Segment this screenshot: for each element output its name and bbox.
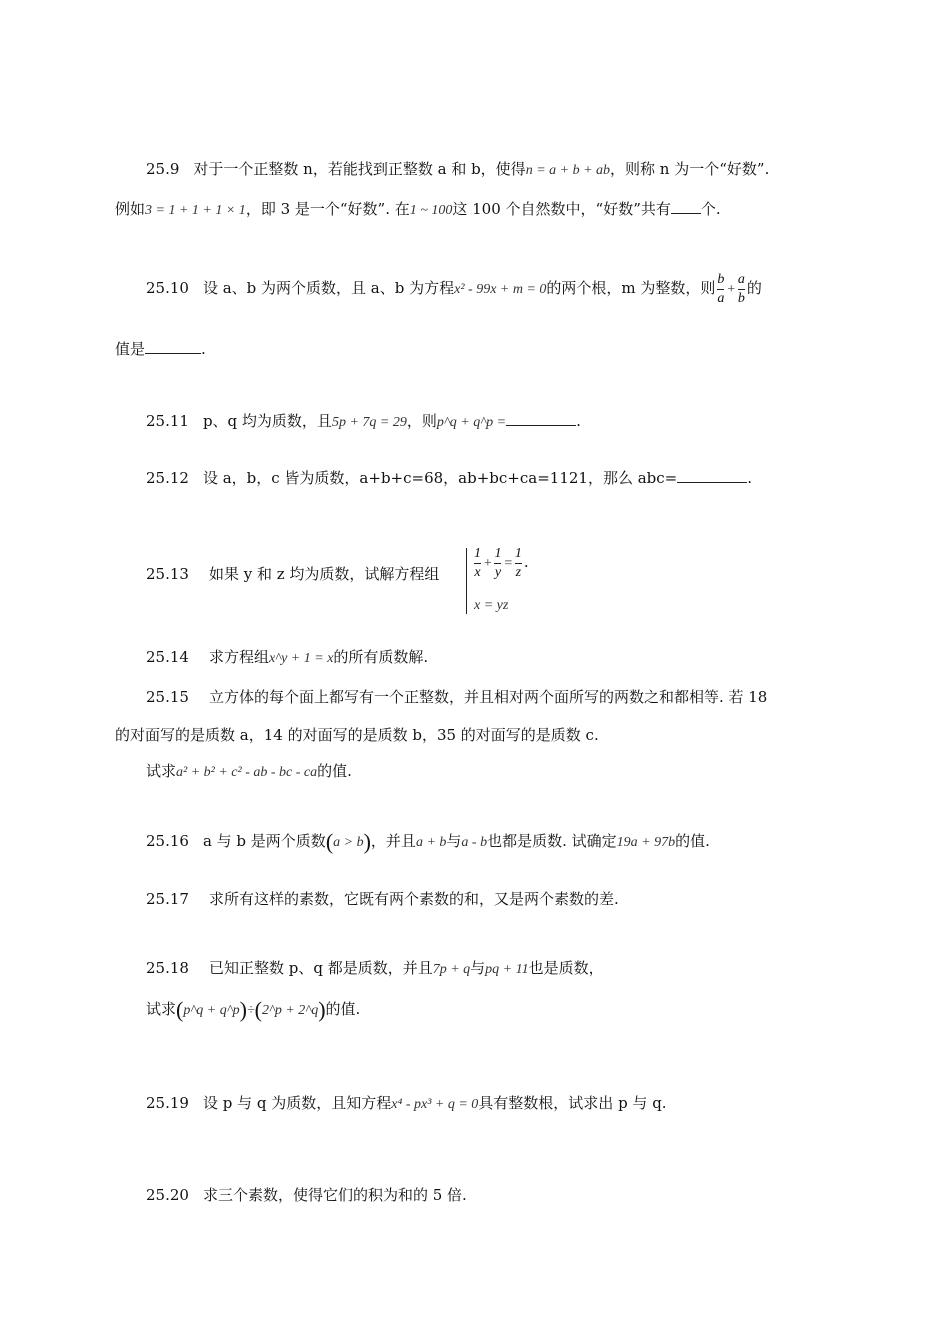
fraction: $\frac{1}{z}$ — [514, 545, 522, 580]
answer-blank[interactable] — [671, 199, 701, 214]
right-paren: ) — [363, 829, 371, 854]
left-paren: ( — [254, 997, 262, 1022]
fraction: $\frac{b}{a}$ — [717, 271, 725, 306]
problem-text: 这 100 个自然数中，“好数”共有 — [452, 200, 671, 218]
problem-text: 的所有质数解. — [333, 648, 429, 666]
divide-sign: ÷ — [246, 1003, 255, 1018]
problem-text: ，则 — [406, 412, 437, 430]
problem-text: a 与 b 是两个质数 — [202, 832, 326, 850]
fraction: $\frac{1}{x}$ — [474, 545, 481, 580]
problem-text: 已知正整数 p、q 都是质数，并且 — [208, 959, 433, 977]
expression: pq + 11 — [485, 962, 529, 977]
problem-25-10-line2 — [115, 338, 206, 360]
problem-text: 的值. — [317, 762, 352, 780]
equation: x = yz — [474, 598, 509, 613]
problem-25-18-line1 — [146, 957, 604, 981]
problem-number: 25.11 — [146, 412, 189, 430]
expression: a + b — [415, 835, 447, 850]
formula: n = a + b + ab — [525, 163, 611, 178]
left-paren: ( — [176, 997, 184, 1022]
expression: 19a + 97b — [616, 835, 676, 850]
problem-text: 也是质数， — [528, 959, 604, 977]
problem-text: 与 — [470, 959, 486, 977]
period: . — [747, 469, 753, 487]
equation: 5p + 7q = 29 — [331, 415, 407, 430]
expression: 2^p + 2^q — [261, 1003, 319, 1018]
problem-25-9-line2 — [115, 198, 721, 222]
problem-25-10-line1 — [146, 270, 762, 308]
system-brace — [466, 548, 467, 614]
problem-text: ，则称 n 为一个“好数”. — [610, 160, 770, 178]
problem-text: 的两个根，m 为整数，则 — [546, 279, 716, 297]
equation: x² - 99x + m = 0 — [454, 282, 547, 297]
problem-text: p、q 均为质数，且 — [202, 412, 332, 430]
formula: 3 = 1 + 1 + 1 × 1 — [145, 203, 246, 218]
problem-number: 25.12 — [146, 469, 189, 487]
problem-25-14 — [146, 646, 428, 670]
problem-number: 25.14 — [146, 648, 189, 666]
problem-text: 的 — [746, 279, 762, 297]
problem-number: 25.10 — [146, 279, 189, 297]
problem-25-11 — [146, 410, 581, 434]
problem-number: 25.17 — [146, 890, 189, 908]
expression: 7p + q — [432, 962, 471, 977]
problem-25-20 — [146, 1184, 467, 1206]
problem-25-19 — [146, 1092, 667, 1116]
period: . — [523, 553, 529, 571]
expression: p^q + q^p = — [436, 415, 507, 430]
problem-text: ，即 3 是一个“好数”. 在 — [245, 200, 410, 218]
problem-text: 求所有这样的素数，它既有两个素数的和，又是两个素数的差. — [208, 890, 619, 908]
problem-text: 求三个素数，使得它们的积为和的 5 倍. — [202, 1186, 467, 1204]
answer-blank[interactable] — [145, 339, 201, 354]
problem-25-15-line1 — [146, 686, 767, 708]
plus-sign: + — [726, 282, 736, 297]
right-paren: ) — [239, 997, 247, 1022]
problem-number: 25.16 — [146, 832, 189, 850]
answer-blank[interactable] — [506, 411, 576, 426]
problem-text: 个. — [700, 200, 721, 218]
right-paren: ) — [318, 997, 326, 1022]
problem-text: 设 a，b，c 皆为质数，a+b+c=68，ab+bc+ca=1121，那么 abc= — [202, 469, 678, 487]
problem-text: 试求 — [146, 1000, 177, 1018]
problem-text: 如果 y 和 z 均为质数，试解方程组 — [208, 565, 440, 583]
problem-text: 例如 — [115, 200, 146, 218]
problem-number: 25.18 — [146, 959, 189, 977]
condition: a > b — [333, 835, 364, 850]
problem-text: 对于一个正整数 n，若能找到正整数 a 和 b，使得 — [193, 160, 526, 178]
period: . — [201, 340, 206, 358]
problem-text: 设 a、b 为两个质数，且 a、b 为方程 — [202, 279, 455, 297]
problem-text: 与 — [446, 832, 462, 850]
fraction: $\frac{a}{b}$ — [737, 271, 745, 306]
problem-text: 的对面写的是质数 a，14 的对面写的是质数 b，35 的对面写的是质数 c. — [115, 726, 599, 744]
problem-25-16 — [146, 830, 710, 854]
fraction: $\frac{1}{y}$ — [494, 545, 502, 580]
left-paren: ( — [325, 829, 334, 854]
equation: x⁴ - px³ + q = 0 — [391, 1097, 479, 1112]
problem-25-9-line1 — [146, 158, 769, 182]
problem-number: 25.19 — [146, 1094, 189, 1112]
formula: 1 ~ 100 — [409, 203, 453, 218]
equation: x^y + 1 = x — [268, 651, 334, 666]
expression: a - b — [461, 835, 488, 850]
problem-25-17 — [146, 888, 619, 910]
expression: a² + b² + c² - ab - bc - ca — [176, 765, 318, 780]
problem-text: 立方体的每个面上都写有一个正整数，并且相对两个面所写的两数之和都相等. 若 18 — [208, 688, 768, 706]
system-equation-2 — [474, 593, 508, 617]
problem-number: 25.9 — [146, 160, 180, 178]
problem-25-15-line3 — [146, 760, 352, 784]
problem-text: 试求 — [146, 762, 177, 780]
period: . — [576, 412, 581, 430]
system-equation-1 — [472, 544, 529, 582]
problem-text: 的值. — [325, 1000, 361, 1018]
problem-text: 也都是质数. 试确定 — [487, 832, 617, 850]
problem-number: 25.20 — [146, 1186, 189, 1204]
problem-text: 的值. — [675, 832, 710, 850]
problem-25-12 — [146, 467, 752, 489]
problem-text: ，并且 — [370, 832, 416, 850]
problem-25-13-line1 — [146, 563, 439, 585]
expression: p^q + q^p — [183, 1003, 240, 1018]
problem-text: 设 p 与 q 为质数，且知方程 — [202, 1094, 392, 1112]
problem-text: 值是 — [115, 340, 146, 358]
problem-text: 具有整数根，试求出 p 与 q. — [478, 1094, 667, 1112]
problem-number: 25.15 — [146, 688, 189, 706]
answer-blank[interactable] — [677, 468, 747, 483]
problem-25-15-line2 — [115, 724, 599, 746]
problem-25-18-line2 — [146, 998, 360, 1022]
equals-sign: = — [503, 556, 513, 571]
problem-number: 25.13 — [146, 565, 189, 583]
problem-text: 求方程组 — [208, 648, 269, 666]
plus-sign: + — [483, 556, 493, 571]
